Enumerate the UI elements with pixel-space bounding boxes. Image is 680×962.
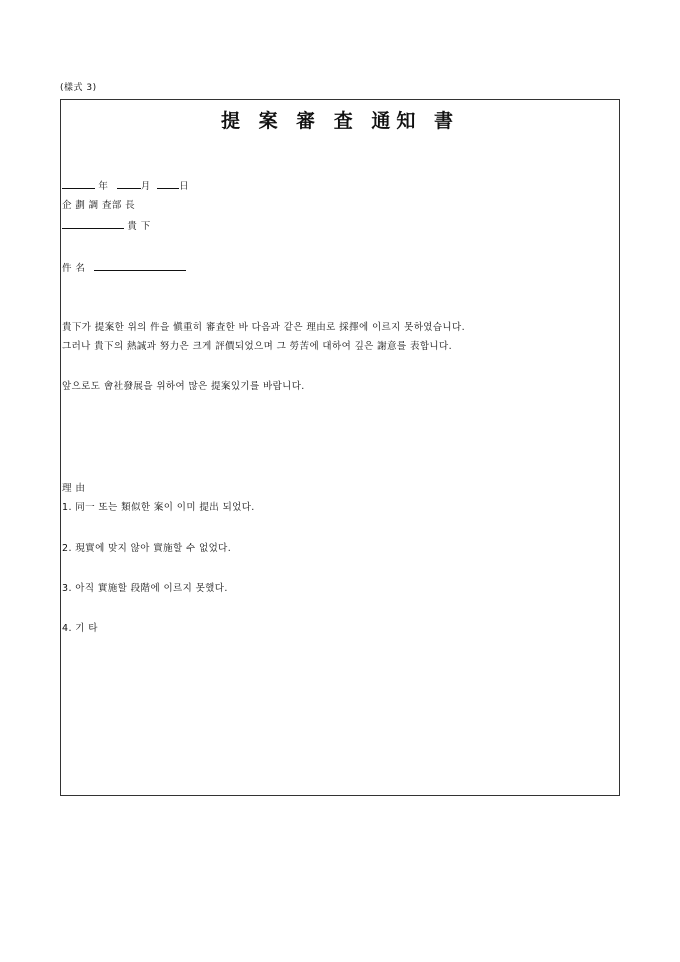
reason-item-2: 2. 現實에 맞지 않아 實施할 수 없었다.	[62, 543, 232, 554]
subject-line	[62, 260, 186, 274]
day-blank[interactable]	[157, 179, 179, 189]
reason-item-3: 3. 아직 實施할 段階에 이르지 못했다.	[62, 583, 228, 594]
document-title: 提 案 審 査 通知 書	[220, 110, 460, 132]
body-line-3: 앞으로도 會社發展을 위하여 많은 提案있기를 바랍니다.	[62, 381, 305, 392]
subject-blank[interactable]	[94, 261, 186, 271]
reason-item-1: 1. 同一 또는 類似한 案이 이미 提出 되었다.	[62, 502, 255, 513]
recipient-name-blank[interactable]	[62, 219, 124, 229]
notice-document	[60, 99, 620, 796]
year-blank[interactable]	[62, 179, 95, 189]
day-label: 日	[179, 181, 189, 192]
body-line-2: 그러나 貴下의 熱誠과 努力은 크게 評價되었으며 그 勞苦에 대하여 깊은 謝意를 表합니다.	[62, 341, 453, 352]
reason-item-4: 4. 기 타	[62, 623, 98, 634]
month-blank[interactable]	[117, 179, 141, 189]
form-number-label: (樣式 3)	[60, 83, 97, 93]
recipient-line	[62, 218, 151, 232]
subject-label: 件 名	[62, 263, 86, 274]
date-line	[62, 178, 189, 192]
recipient-dept: 企 劃 調 査部 長	[62, 200, 136, 211]
recipient-honorific: 貴 下	[127, 221, 151, 232]
body-line-1: 貴下가 提案한 위의 件을 愼重히 審査한 바 다음과 같은 理由로 採擇에 이르지 못하였습니다.	[62, 322, 466, 333]
reasons-heading: 理 由	[62, 483, 86, 494]
year-label: 年	[98, 181, 109, 192]
month-label: 月	[140, 181, 151, 192]
